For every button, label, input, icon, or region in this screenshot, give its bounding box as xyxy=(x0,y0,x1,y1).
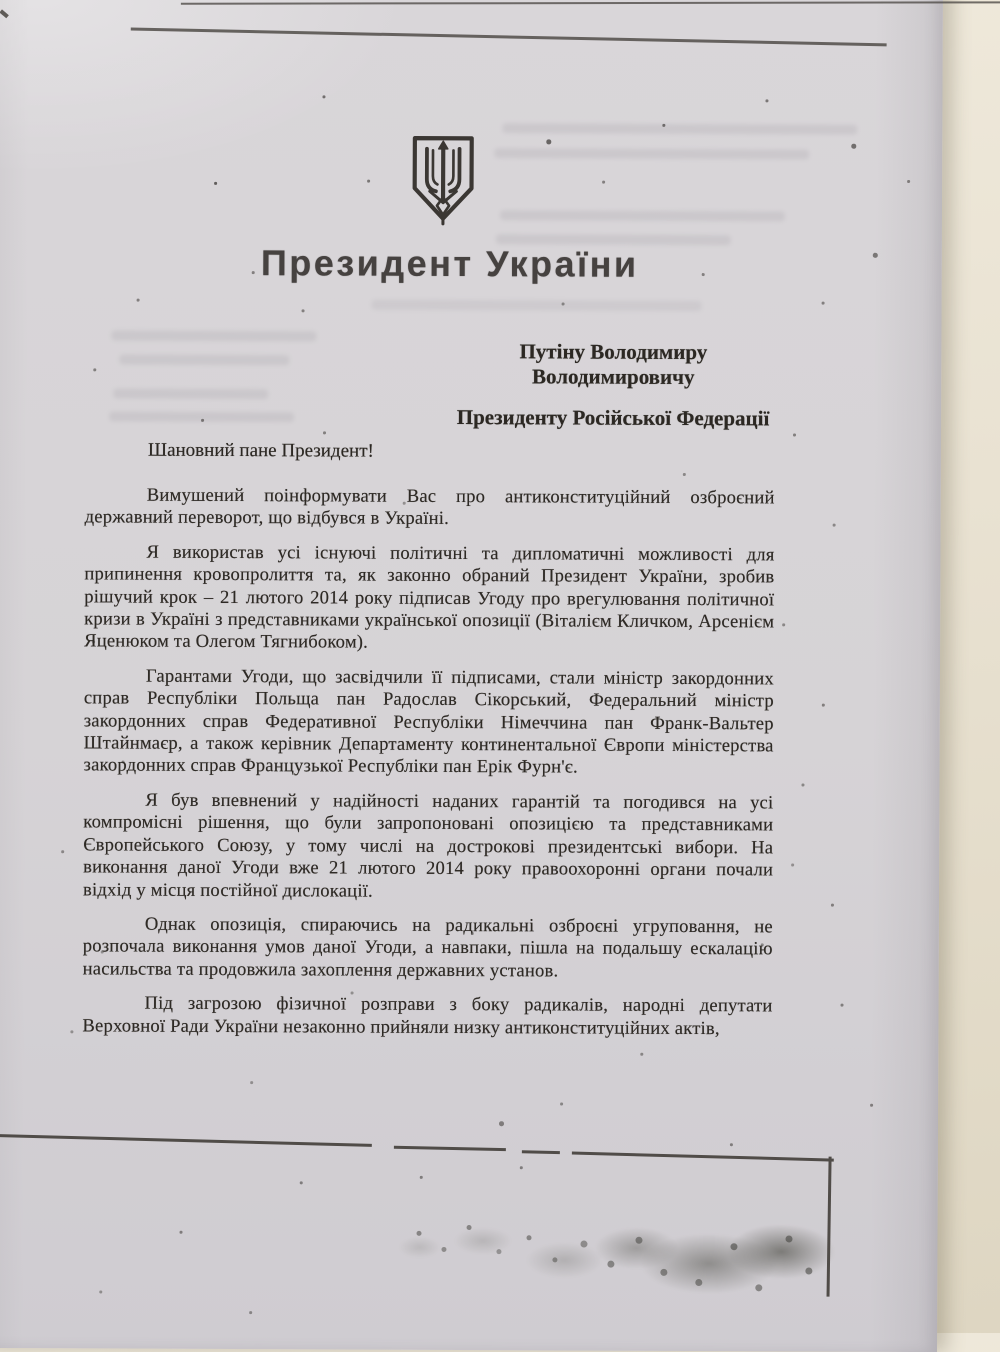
letter-paragraph: Я використав усі існуючі політичні та дипломатичні можливості для припинення кровопролиття та, як законно обраний Президент України, зробив рішучий крок – 21 лютого 2014 року підписав Угоду про врегулювання політичної кризи в Україні з представниками української опозиції (Віталієм Кличком, Арсенієм Яценюком та Олегом Тягнибоком). xyxy=(84,541,775,654)
recipient-name: Путіну Володимиру Володимировичу xyxy=(519,339,708,390)
ukraine-trident-emblem xyxy=(407,122,480,238)
toner-specks xyxy=(3,0,6,1)
recipient-block xyxy=(437,339,789,432)
bleed-through-text xyxy=(494,148,809,159)
letter-body xyxy=(82,484,774,1052)
scan-artifact-line-top-2 xyxy=(131,28,887,46)
scan-artifact-line-bottom-1 xyxy=(0,1134,372,1147)
bleed-through-text xyxy=(502,123,857,135)
letter-paragraph: Під загрозою фізичної розправи з боку радикалів, народні депутати Верховної Ради України незаконно прийняли низку антиконституційних актів, xyxy=(82,992,773,1039)
page-title: Президент України xyxy=(260,242,639,285)
scan-artifact-line-top-1 xyxy=(181,1,1000,5)
scan-artifact-line-bottom-2 xyxy=(394,1146,506,1151)
bleed-through-text xyxy=(111,330,316,341)
bleed-through-text xyxy=(500,210,785,221)
recipient-title: Президенту Російської Федерації xyxy=(456,404,770,431)
salutation: Шановний пане Президент! xyxy=(147,439,374,462)
letter-paragraph: Гарантами Угоди, що засвідчили її підписами, стали міністр закордонних справ Республіки Польща пан Радослав Сікорський, Федеральний міністр закордонних справ Федеративної Республіки Німеччина пан Франк-Вальтер Штайнмаєр, а також керівник Департаменту континентальної Європи міністерства закордонних справ Французької Республіки пан Ерік Фурн'є. xyxy=(83,665,774,778)
letter-paragraph: Я був впевнений у надійності наданих гарантій та погодився на усі компромісні рішення, що були запропоновані опозицією та представниками Європейського Союзу, у тому числі на дострокові президентські вибори. На виконання даної Угоди вже 21 лютого 2014 року правоохоронні органи почали відхід у місця постійної дислокації. xyxy=(82,789,774,902)
bleed-through-text xyxy=(372,300,702,311)
scan-artifact-line-bottom-3 xyxy=(522,1150,560,1154)
scan-artifact-edge-mark xyxy=(0,9,9,17)
scan-artifact-line-bottom-4 xyxy=(572,1151,834,1161)
toner-smudge xyxy=(383,1208,835,1304)
bleed-through-text xyxy=(119,355,289,366)
letter-paragraph: Вимушений поінформувати Вас про антиконституційний озброєний державний переворот, що відбувся в Україні. xyxy=(84,484,775,530)
bleed-through-text xyxy=(113,388,268,399)
bleed-through-text xyxy=(109,411,294,422)
letter-paragraph: Однак опозиція, спираючись на радикальні озброєні угруповання, не розпочала виконання умов даної Угоди, а навпаки, пішла на подальшу ескалацію насильства та продовжила захоплення державних установ. xyxy=(82,913,773,982)
